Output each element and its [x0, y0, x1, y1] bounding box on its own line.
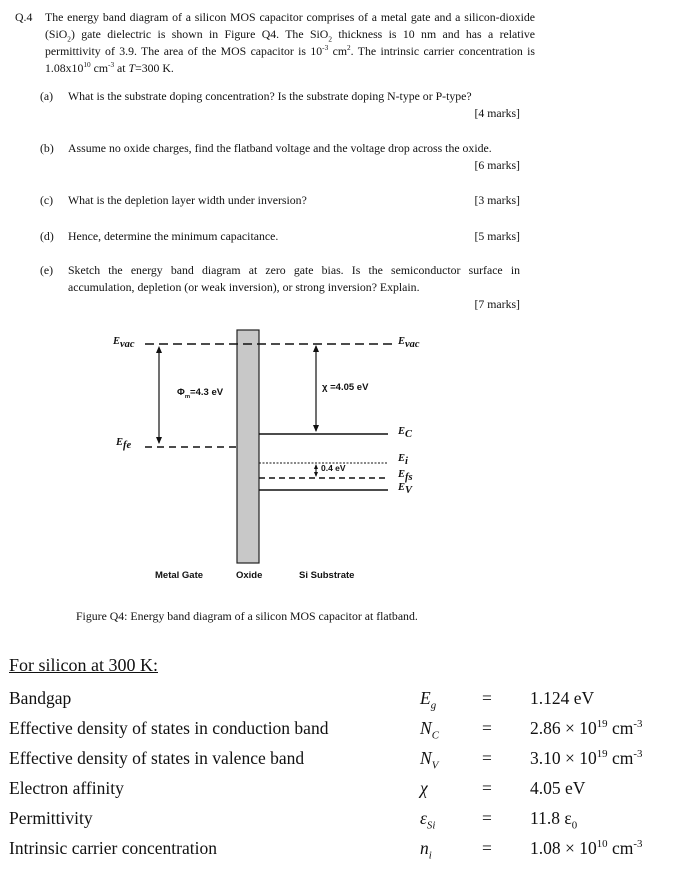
delta-label: 0.4 eV	[321, 463, 346, 473]
equals-sign: =	[482, 718, 492, 738]
part-marks: [6 marks]	[474, 158, 520, 172]
part-d	[0, 228, 520, 245]
evac-left-label: $E_{vac}$	[113, 336, 135, 350]
table-row	[0, 688, 695, 716]
param-symbol: $E_g$	[420, 688, 437, 712]
equals-sign: =	[482, 808, 492, 828]
delta-arrowhead-bottom	[314, 472, 318, 477]
ec-label: $E_C$	[398, 426, 413, 440]
oxide-block	[237, 330, 259, 563]
part-e	[0, 262, 520, 314]
part-label: (a)	[40, 89, 54, 103]
param-symbol: $N_V$	[420, 748, 439, 772]
param-symbol: $n_i$	[420, 838, 432, 862]
param-value: 1.124 eV	[530, 688, 595, 708]
table-row	[0, 808, 695, 836]
part-a	[0, 88, 520, 122]
efs-label: $E_{fs}$	[398, 469, 413, 483]
equals-sign: =	[482, 778, 492, 798]
oxide-label: Oxide	[236, 570, 263, 581]
table-row	[0, 778, 695, 806]
evac-right-label: $E_{vac}$	[398, 336, 420, 350]
equals-sign: =	[482, 748, 492, 768]
part-label: (c)	[40, 193, 54, 207]
part-text: What is the substrate doping concentration? Is the substrate doping N-type or P-type?	[68, 89, 472, 103]
equals-sign: =	[482, 688, 492, 708]
part-text: What is the depletion layer width under inversion?	[68, 193, 307, 207]
param-value: $1.08 \times 10^{10}$ $cm^{-3}$	[530, 838, 643, 858]
chi-arrowhead-bottom	[313, 425, 319, 432]
phi-m-arrowhead-top	[156, 346, 162, 353]
param-symbol: $N_C$	[420, 718, 439, 742]
part-marks: [7 marks]	[474, 297, 520, 311]
part-marks: [3 marks]	[474, 193, 520, 207]
param-symbol: $\varepsilon_{Si}$	[420, 808, 436, 832]
param-value: $2.86 \times 10^{19}$ $cm^{-3}$	[530, 718, 643, 738]
chi-arrowhead-top	[313, 345, 319, 352]
chi-label: χ =4.05 eV	[322, 382, 369, 393]
param-value: $3.10 \times 10^{19}$ $cm^{-3}$	[530, 748, 643, 768]
part-marks: [5 marks]	[474, 229, 520, 243]
part-label: (d)	[40, 229, 54, 243]
si-substrate-label: Si Substrate	[299, 570, 355, 581]
part-b	[0, 140, 520, 174]
param-name: Bandgap	[9, 688, 72, 708]
figure-caption: Figure Q4: Energy band diagram of a silicon MOS capacitor at flatband.	[76, 609, 418, 623]
table-row	[0, 718, 695, 746]
param-value: 4.05 eV	[530, 778, 586, 798]
param-name: Effective density of states in conduction band	[9, 718, 329, 738]
part-text: Hence, determine the minimum capacitance.	[68, 229, 279, 243]
phi-m-label: $\Phi_m=4.3$ eV	[177, 387, 224, 400]
table-row	[0, 748, 695, 776]
delta-arrowhead-top	[314, 464, 318, 469]
param-name: Intrinsic carrier concentration	[9, 838, 217, 858]
ev-label: $E_V$	[398, 482, 413, 496]
param-name: Effective density of states in valence band	[9, 748, 305, 768]
part-text: Sketch the energy band diagram at zero gate bias. Is the semiconductor surface in accumulation, depletion (or weak inversion), or strong inversion? Explain.	[68, 263, 520, 294]
question-text: The energy band diagram of a silicon MOS capacitor comprises of a metal gate and a silicon-dioxide (SiO$_2$) gate dielectric is shown in Figure Q4. The SiO$_2$ thickness is 10 nm and has a relative permittivity of 3.9. The area of the MOS capacitor is $10^{-3}$ $cm^2$. The intrinsic carrier concentration is $1.08x10^{10}$ $cm^{-3}$ at T=300 K.	[45, 10, 535, 75]
part-c	[0, 192, 520, 209]
param-name: Permittivity	[9, 808, 93, 828]
efm-label: $E_{fe}$	[116, 437, 132, 451]
part-marks: [4 marks]	[474, 106, 520, 120]
phi-m-arrowhead-bottom	[156, 437, 162, 444]
param-name: Electron affinity	[9, 778, 124, 798]
part-text: Assume no oxide charges, find the flatband voltage and the voltage drop across the oxide.	[68, 141, 492, 155]
table-row	[0, 838, 695, 866]
ei-label: $E_i$	[398, 453, 408, 467]
part-label: (e)	[40, 263, 54, 277]
silicon-heading: For silicon at 300 K:	[9, 655, 158, 675]
param-value: 11.8 $\varepsilon_0$	[530, 808, 578, 832]
metal-gate-label: Metal Gate	[155, 570, 204, 581]
equals-sign: =	[482, 838, 492, 858]
question-number: Q.4	[15, 10, 33, 24]
part-label: (b)	[40, 141, 54, 155]
param-symbol: χ	[420, 778, 428, 798]
